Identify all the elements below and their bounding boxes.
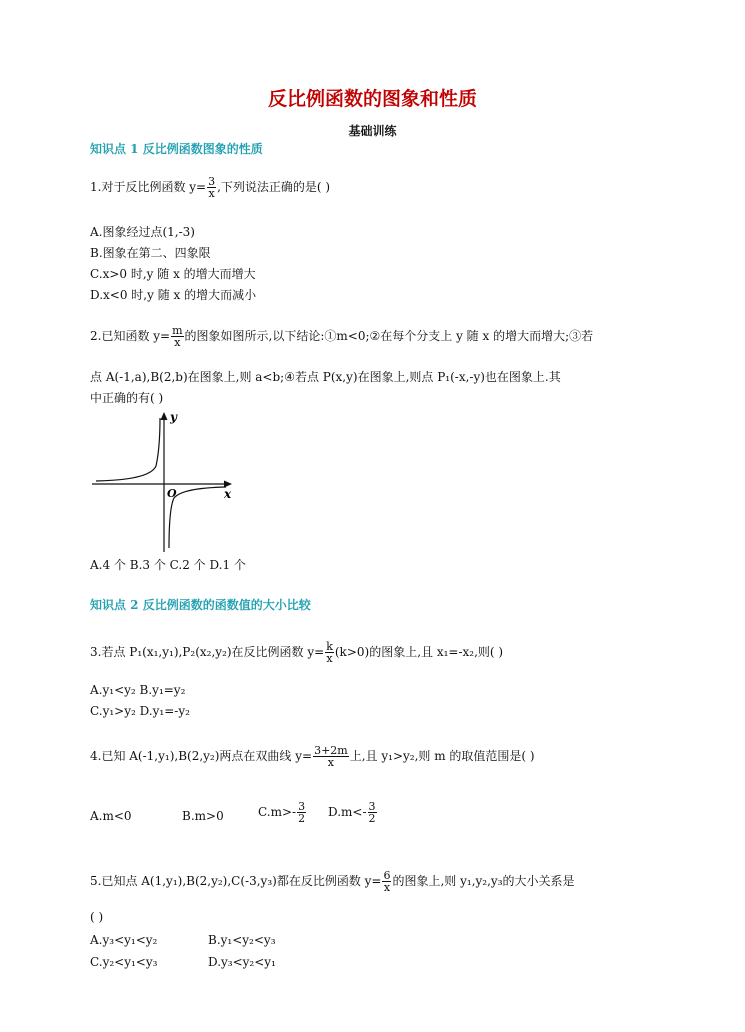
q4-option-d-denominator: 2 [368,812,376,825]
q1-fraction-numerator: 3 [208,175,216,188]
question-1-stem [90,176,330,199]
question-3-stem [90,641,503,664]
q1-option-c: C.x>0 时,y 随 x 的增大而增大 [90,267,256,281]
q4-fraction [313,745,349,768]
q2-fraction-numerator: m [172,324,183,337]
page-subtitle: 基础训练 [348,124,397,138]
q1-text-pre: 1.对于反比例函数 y= [90,180,207,194]
q5-option-d: D.y₃<y₂<y₁ [208,955,276,969]
q5-fraction-numerator: 6 [383,869,391,882]
q5-fraction [382,870,391,893]
q4-option-c-fraction [297,801,306,824]
q5-text-post: 的图象上,则 y₁,y₂,y₃的大小关系是 [392,874,575,888]
section-heading-2: 知识点 2 反比例函数的函数值的大小比较 [90,598,311,612]
q5-option-b: B.y₁<y₂<y₃ [208,933,276,947]
q1-fraction-denominator: x [208,187,215,200]
page-title: 反比例函数的图象和性质 [267,88,477,110]
q1-text-post: ,下列说法正确的是( ) [217,180,331,194]
question-2-stem-line1 [90,325,593,348]
q4-option-d-fraction [368,801,377,824]
q3-fraction-denominator: x [326,652,333,665]
q3-fraction-numerator: k [326,640,333,653]
q4-text-post: 上,且 y₁>y₂,则 m 的取值范围是( ) [349,749,535,763]
q5-answer-paren: ( ) [90,910,104,924]
question-5-stem [90,870,575,893]
origin-label: O [167,487,177,500]
q4-fraction-denominator: x [327,756,335,769]
q3-text-pre: 3.若点 P₁(x₁,y₁),P₂(x₂,y₂)在反比例函数 y= [90,645,325,659]
x-axis-label: x [224,487,232,501]
section-heading-1: 知识点 1 反比例函数图象的性质 [90,142,263,156]
q2-text-line1-post: 的图象如图所示,以下结论:①m<0;②在每个分支上 y 随 x 的增大而增大;③若 [184,329,594,343]
q4-option-d [328,801,378,824]
q4-option-c-numerator: 3 [298,800,306,813]
hyperbola-graph [90,408,240,554]
q5-text-pre: 5.已知点 A(1,y₁),B(2,y₂),C(-3,y₃)都在反比例函数 y= [90,874,382,888]
question-4-stem [90,745,535,768]
hyperbola-branch-quadrant-4 [169,487,226,548]
q4-fraction-numerator: 3+2m [314,744,348,757]
q5-option-a: A.y₃<y₁<y₂ [90,933,158,947]
q3-text-post: (k>0)的图象上,且 x₁=-x₂,则( ) [334,645,504,659]
question-2-stem-line2: 点 A(-1,a),B(2,b)在图象上,则 a<b;④若点 P(x,y)在图象上,则点 P₁(-x,-y)也在图象上.其 [90,370,561,384]
q3-options-line2: C.y₁>y₂ D.y₁=-y₂ [90,704,190,718]
q2-options: A.4 个 B.3 个 C.2 个 D.1 个 [90,558,246,572]
q4-text-pre: 4.已知 A(-1,y₁),B(2,y₂)两点在双曲线 y= [90,749,313,763]
q4-option-d-text: D.m<- [328,805,367,819]
y-axis-label: y [170,410,177,424]
q2-fraction-denominator: x [174,336,181,349]
q4-option-b: B.m>0 [182,809,224,823]
q4-option-d-numerator: 3 [368,800,376,813]
q1-option-b: B.图象在第二、四象限 [90,246,211,260]
q3-options-line1: A.y₁<y₂ B.y₁=y₂ [90,683,186,697]
q4-option-c [258,801,307,824]
y-axis-arrow [161,412,168,420]
q4-option-c-text: C.m>- [258,805,297,819]
q2-fraction [171,325,183,348]
hyperbola-branch-quadrant-2 [96,418,160,481]
q1-option-d: D.x<0 时,y 随 x 的增大而减小 [90,288,257,302]
q5-option-c: C.y₂<y₁<y₃ [90,955,158,969]
q5-fraction-denominator: x [383,881,391,894]
q2-text-pre: 2.已知函数 y= [90,329,171,343]
q1-fraction [207,176,216,199]
q1-option-a: A.图象经过点(1,-3) [90,225,195,239]
q4-option-a: A.m<0 [90,809,132,823]
q3-fraction [325,641,334,664]
q4-option-c-denominator: 2 [298,812,306,825]
question-2-stem-line3: 中正确的有( ) [90,391,164,405]
